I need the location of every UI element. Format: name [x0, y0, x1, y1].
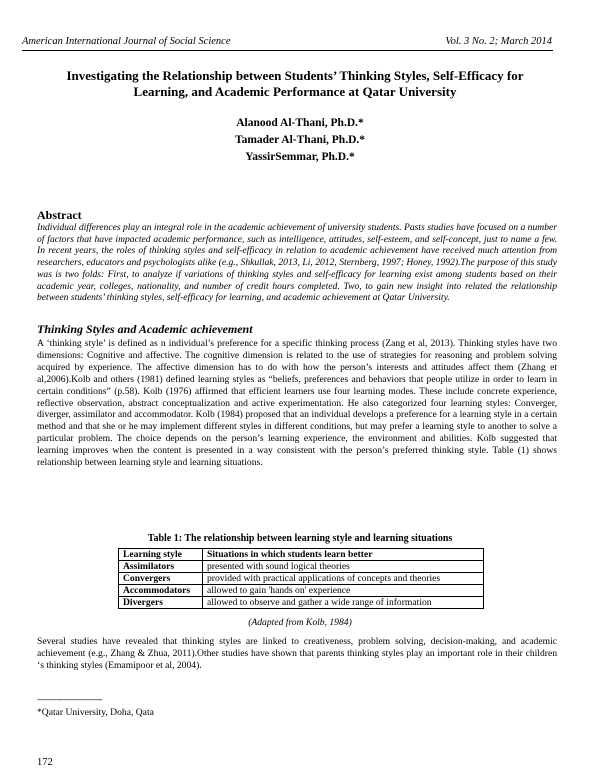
table-row	[119, 597, 484, 609]
table-header-cell: Situations in which students learn better	[203, 549, 484, 561]
table-source: (Adapted from Kolb, 1984)	[248, 617, 352, 628]
footnote-text: *Qatar University, Doha, Qata	[37, 707, 154, 718]
table-cell-situation: allowed to gain 'hands on' experience	[203, 585, 484, 597]
running-header	[22, 36, 552, 47]
author-3: YassirSemmar, Ph.D.*	[245, 151, 355, 163]
table-cell-style: Accommodators	[119, 585, 203, 597]
abstract-text: Individual differences play an integral role in the academic achievement of university students. Pasts studies have focused on a number of factors that have impacted academic performance, such as intelligence, attitudes, self-esteem, and self-concept, just to name a few. In recent years, the roles of thinking styles and self-efficacy in relation to academic achievement have received much attention from researchers, educators and psychologists alike (e.g., Shkullak, 2013, Li, 2012, Sternberg, 1997; Honey, 1992).The purpose of this study was is two folds: First, to analyze if variations of thinking styles and self-efficacy for learning exist among students based on their academic year, colleges, nationality, and number of credit hours completed. Two, to gain new insight into related the relationship between students’ thinking styles, self-efficacy for learning, and academic achievement at Qatar University.	[37, 222, 557, 304]
learning-style-table	[118, 548, 484, 609]
body-paragraph-2: Several studies have revealed that thinking styles are linked to creativeness, problem solving, decision-making, and academic achievement (e.g., Zhang & Zhua, 2011).Other studies have shown that parents thinking styles play an important role in their children ‘s thinking styles (Emamipoor et al, 2004).	[37, 636, 557, 671]
paper-title: Investigating the Relationship between Students’ Thinking Styles, Self-Efficacy for Learning, and Academic Performance at Qatar University	[66, 68, 524, 99]
author-2: Tamader Al-Thani, Ph.D.*	[234, 134, 366, 146]
table-cell-situation: provided with practical applications of concepts and theories	[203, 573, 484, 585]
footnote-rule: ------------------------------	[37, 695, 102, 704]
table-row	[119, 573, 484, 585]
abstract-heading: Abstract	[37, 208, 82, 222]
table-cell-style: Assimilators	[119, 561, 203, 573]
section-heading: Thinking Styles and Academic achievement	[37, 322, 253, 336]
table-cell-situation: allowed to observe and gather a wide range of information	[203, 597, 484, 609]
body-paragraph-1: A ‘thinking style’ is defined as n individual’s preference for a specific thinking process (Zang et al, 2013). Thinking styles have two dimensions: Cognitive and affective. The cognitive dimension is related to the use of strategies for reasoning and problem solving acquired by experience. The affective dimension has to do with how the person’s interests and attitudes affect them (Zhang et al,2006).Kolb and others (1981) defined learning styles as “beliefs, preferences and behaviors that people utilize in order to learn in certain conditions” (p.58). Kolb (1976) affirmed that efficient learners use four learning modes. These include concrete experience, reflective observation, abstract conceptualization and active experimentation. He also categorized four learning styles: Converger, diverger, assimilator and accommodator. Kolb (1984) proposed that an individual develops a preference for a learning style in a certain method and that she or he may implement different styles in different conditions, but may prefer a learning style to another to solve a particular problem. The choice depends on the person’s learning experience, the environment and abilities. Kolb suggested that learning improves when the content is presented in a way consistent with the person’s preferred thinking style. Table (1) shows relationship between learning style and learning situations.	[37, 338, 557, 469]
table-header-row	[119, 549, 484, 561]
table-cell-situation: presented with sound logical theories	[203, 561, 484, 573]
table-caption: Table 1: The relationship between learning style and learning situations	[147, 533, 453, 544]
table-cell-style: Divergers	[119, 597, 203, 609]
author-1: Alanood Al-Thani, Ph.D.*	[236, 117, 364, 129]
page-number: 172	[37, 757, 53, 768]
table-header-cell: Learning style	[119, 549, 203, 561]
table-row	[119, 585, 484, 597]
issue-info: Vol. 3 No. 2; March 2014	[445, 36, 552, 47]
table-row	[119, 561, 484, 573]
header-rule	[22, 50, 553, 51]
table-cell-style: Convergers	[119, 573, 203, 585]
journal-name: American International Journal of Social Science	[22, 36, 231, 47]
